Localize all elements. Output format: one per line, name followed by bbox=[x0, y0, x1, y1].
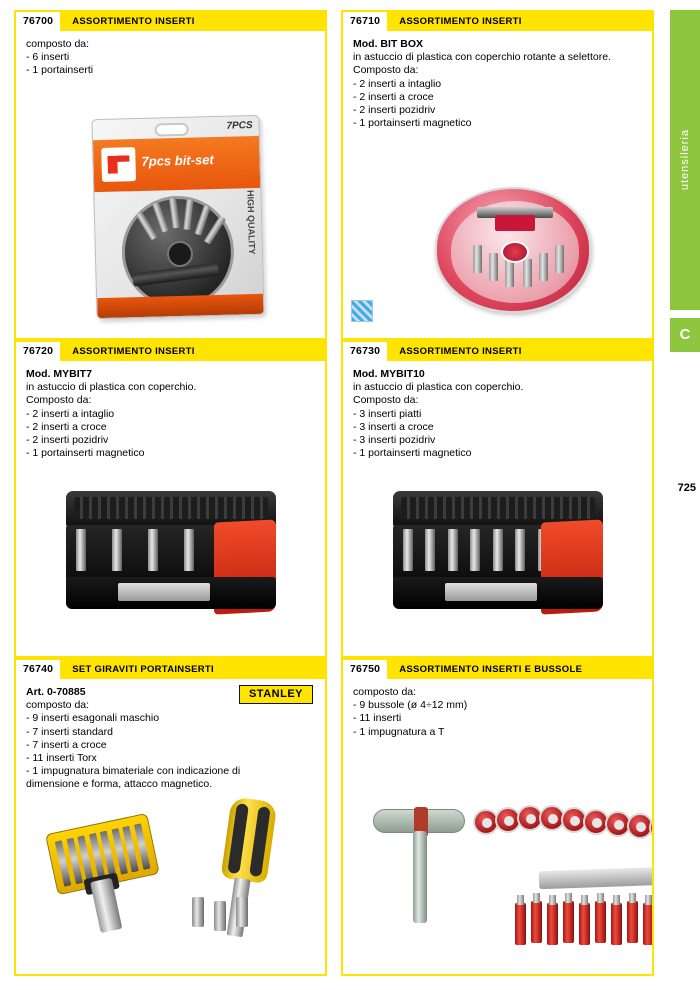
product-cell bbox=[14, 340, 327, 658]
product-code: 76700 bbox=[16, 12, 62, 31]
product-description: composto da: - 6 inserti - 1 portainserti bbox=[26, 38, 94, 77]
brand-badge-stanley: STANLEY bbox=[239, 685, 313, 704]
bit bbox=[627, 901, 638, 943]
bit bbox=[523, 259, 532, 287]
product-header bbox=[16, 342, 325, 361]
color-swatch bbox=[351, 300, 373, 322]
product-code: 76750 bbox=[343, 660, 389, 679]
product-model: Mod. MYBIT7 bbox=[26, 368, 92, 380]
brand-logo-icon bbox=[101, 147, 136, 182]
hang-hole bbox=[155, 123, 189, 137]
red-bit-row bbox=[515, 901, 654, 949]
product-body bbox=[343, 361, 652, 656]
bit bbox=[112, 529, 122, 571]
bit bbox=[563, 901, 574, 943]
bit bbox=[489, 253, 498, 281]
pcs-label: 7PCS bbox=[226, 120, 253, 132]
product-image-stanley-set bbox=[16, 799, 325, 949]
brand-logo-icon bbox=[495, 215, 535, 231]
product-cell bbox=[341, 10, 654, 340]
product-grid bbox=[14, 10, 654, 976]
product-body bbox=[343, 679, 652, 974]
product-header bbox=[343, 342, 652, 361]
product-header bbox=[16, 660, 325, 679]
product-cell bbox=[14, 10, 327, 340]
product-category: SET GIRAVITI PORTAINSERTI bbox=[72, 664, 214, 675]
bit bbox=[539, 253, 548, 281]
bit bbox=[236, 897, 248, 927]
product-image-t-handle-set bbox=[343, 791, 652, 961]
product-description: in astuccio di plastica con coperchio rotante a selettore. Composto da: - 2 inserti a intaglio - 2 inserti a croce - 2 inserti pozidriv - 1 portainserti magnetico bbox=[353, 51, 611, 130]
product-body bbox=[343, 31, 652, 338]
product-description: composto da: - 9 bussole (ø 4÷12 mm) - 11 inserti - 1 impugnatura a T bbox=[353, 686, 468, 738]
product-body bbox=[16, 361, 325, 656]
bit bbox=[214, 901, 226, 931]
product-category: ASSORTIMENTO INSERTI bbox=[72, 16, 195, 27]
extension-shaft bbox=[539, 867, 654, 889]
quality-label: HIGH QUALITY bbox=[245, 189, 258, 255]
section-mark bbox=[670, 318, 700, 352]
product-header bbox=[16, 12, 325, 31]
bit bbox=[611, 903, 622, 945]
product-image-bit-box bbox=[435, 187, 591, 319]
product-model: Mod. BIT BOX bbox=[353, 38, 423, 50]
product-category: ASSORTIMENTO INSERTI E BUSSOLE bbox=[399, 664, 583, 675]
product-image-blister-bit-set bbox=[91, 115, 264, 319]
product-body bbox=[16, 31, 325, 338]
loose-bits bbox=[192, 895, 272, 935]
product-cell bbox=[341, 340, 654, 658]
blister-header-band bbox=[93, 136, 260, 192]
page-number: 725 bbox=[677, 482, 696, 494]
product-description: composto da: - 9 inserti esagonali maschio - 7 inserti standard - 7 inserti a croce - 11 inserti Torx - 1 impugnatura bimateriale con indicazione di dimensione e forma, attacco magnetico. bbox=[26, 699, 241, 791]
section-tab-label: utensileria bbox=[679, 129, 691, 191]
magnetic-holder bbox=[445, 583, 537, 601]
bit bbox=[555, 245, 564, 273]
blister-title: 7pcs bit-set bbox=[141, 152, 214, 169]
product-header bbox=[343, 12, 652, 31]
bit bbox=[192, 897, 204, 927]
product-body bbox=[16, 679, 325, 974]
bit bbox=[531, 901, 542, 943]
t-rod bbox=[413, 831, 427, 923]
bit bbox=[148, 529, 158, 571]
product-cell bbox=[341, 658, 654, 976]
product-cell bbox=[14, 658, 327, 976]
bit-disc bbox=[120, 195, 235, 310]
bit bbox=[579, 903, 590, 945]
bit bbox=[425, 529, 435, 571]
bit bbox=[473, 245, 482, 273]
product-category: ASSORTIMENTO INSERTI bbox=[72, 346, 195, 357]
product-image-mybit7-case bbox=[66, 491, 276, 616]
bit bbox=[515, 529, 525, 571]
product-code: 76710 bbox=[343, 12, 389, 31]
product-code: 76740 bbox=[16, 660, 62, 679]
product-category: ASSORTIMENTO INSERTI bbox=[399, 16, 522, 27]
blister-footer-band bbox=[97, 294, 263, 318]
bit bbox=[184, 529, 194, 571]
rotating-selector bbox=[501, 241, 529, 263]
magnetic-holder bbox=[118, 583, 210, 601]
bit bbox=[448, 529, 458, 571]
product-image-mybit10-case bbox=[393, 491, 603, 616]
bit bbox=[643, 903, 654, 945]
product-model: Mod. MYBIT10 bbox=[353, 368, 425, 380]
t-grip bbox=[373, 809, 465, 833]
product-description: in astuccio di plastica con coperchio. Composto da: - 2 inserti a intaglio - 2 inserti a croce - 2 inserti pozidriv - 1 portainserti magnetico bbox=[26, 381, 197, 460]
product-code: 76730 bbox=[343, 342, 389, 361]
product-category: ASSORTIMENTO INSERTI bbox=[399, 346, 522, 357]
section-mark-letter: C bbox=[679, 326, 691, 343]
bit bbox=[403, 529, 413, 571]
bimaterial-handle bbox=[221, 796, 278, 884]
bit-box-shell bbox=[435, 187, 591, 313]
bit-holder-ratchet bbox=[43, 800, 185, 940]
bit bbox=[547, 903, 558, 945]
socket-row bbox=[473, 805, 654, 845]
product-article: Art. 0-70885 bbox=[26, 686, 86, 698]
product-header bbox=[343, 660, 652, 679]
product-code: 76720 bbox=[16, 342, 62, 361]
bit bbox=[493, 529, 503, 571]
bit bbox=[76, 529, 86, 571]
bit bbox=[505, 259, 514, 287]
bit bbox=[470, 529, 480, 571]
section-tab bbox=[670, 10, 700, 310]
product-description: in astuccio di plastica con coperchio. Composto da: - 3 inserti piatti - 3 inserti a croce - 3 inserti pozidriv - 1 portainserti magnetico bbox=[353, 381, 524, 460]
bit bbox=[595, 901, 606, 943]
bit bbox=[515, 903, 526, 945]
